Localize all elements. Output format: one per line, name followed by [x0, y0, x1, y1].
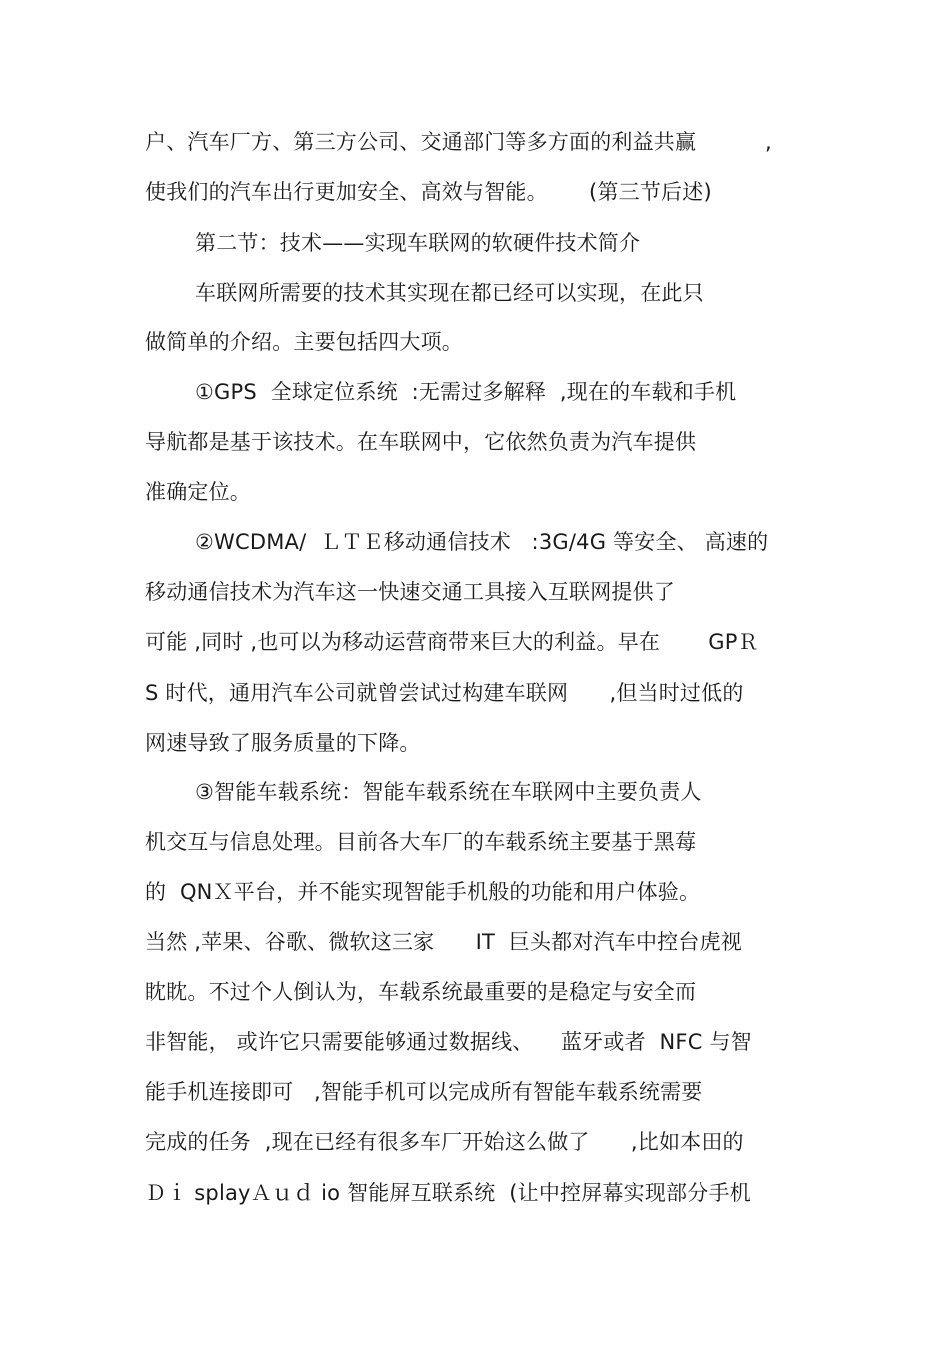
text-line: 的 QNＸ平台，并不能实现智能手机般的功能和用户体验。	[145, 880, 701, 904]
text-line: 车联网所需要的技术其实现在都已经可以实现，在此只	[195, 281, 704, 305]
text-line: 能手机连接即可 ,智能手机可以完成所有智能车载系统需要	[145, 1080, 703, 1104]
text-line: ③智能车载系统：智能车载系统在车联网中主要负责人	[195, 780, 702, 804]
text-line: ②WCDMA/ ＬＴＥ移动通信技术 :3G/4G 等安全、 高速的	[195, 530, 769, 554]
text-line: 做简单的介绍。主要包括四大项。	[145, 330, 463, 354]
text-line: 户、汽车厂方、第三方公司、交通部门等多方面的利益共赢 ,	[145, 130, 772, 154]
text-line: 准确定位。	[145, 480, 251, 504]
section-heading: 第二节：技术——实现车联网的软硬件技术简介	[195, 231, 641, 255]
text-line: 眈眈。不过个人倒认为，车载系统最重要的是稳定与安全而	[145, 980, 697, 1004]
text-line: S 时代，通用汽车公司就曾尝试过构建车联网 ,但当时过低的	[145, 681, 744, 705]
text-line: 移动通信技术为汽车这一快速交通工具接入互联网提供了	[145, 580, 675, 604]
text-line: 导航都是基于该技术。在车联网中，它依然负责为汽车提供	[145, 430, 697, 454]
text-line: 非智能， 或许它只需要能够通过数据线、 蓝牙或者 NFC 与智	[145, 1030, 752, 1054]
text-line: ①GPS 全球定位系统 :无需过多解释 ,现在的车载和手机	[195, 380, 737, 404]
text-line: 使我们的汽车出行更加安全、高效与智能。 (第三节后述)	[145, 180, 712, 204]
text-line: 当然 ,苹果、谷歌、微软这三家 IT 巨头都对汽车中控台虎视	[145, 930, 742, 954]
text-line: 完成的任务 ,现在已经有很多车厂开始这么做了 ,比如本田的	[145, 1130, 744, 1154]
text-line: 网速导致了服务质量的下降。	[145, 731, 421, 755]
text-line: Ｄｉ splayＡｕｄ io 智能屏互联系统 (让中控屏幕实现部分手机	[145, 1181, 751, 1205]
text-line: 可能 ,同时 ,也可以为移动运营商带来巨大的利益。早在 GPＲ	[145, 630, 759, 654]
text-line: 机交互与信息处理。目前各大车厂的车载系统主要基于黑莓	[145, 830, 697, 854]
